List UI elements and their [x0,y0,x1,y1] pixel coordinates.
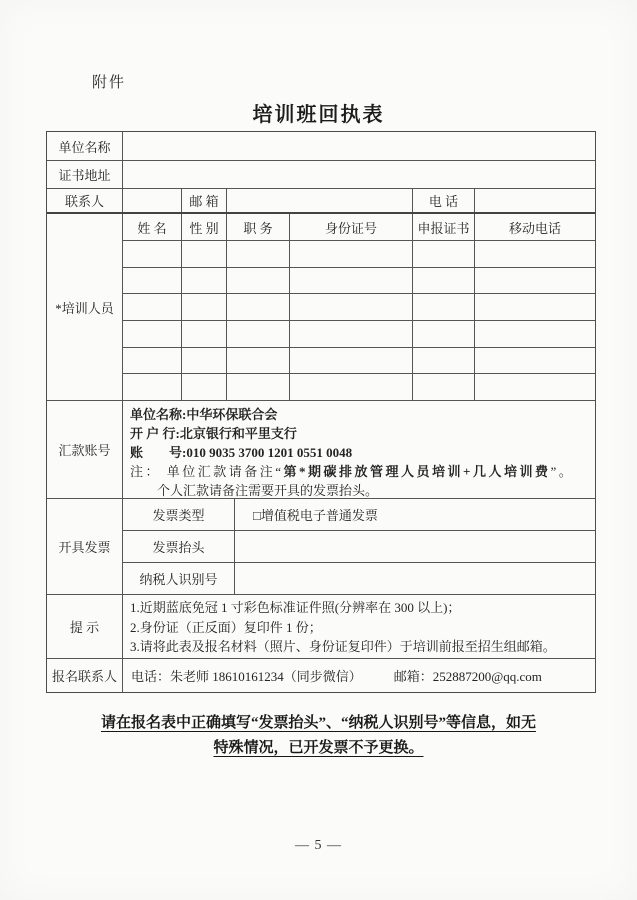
personnel-header-row [123,214,595,241]
remittance-note-prefix: 注： 单位汇款请备注“ [130,464,284,479]
personnel-id-cell [290,294,413,320]
unit-name-value-cell [123,132,595,160]
table-row-contact [47,189,595,214]
personnel-certificate-cell [413,374,475,400]
tips-content [123,595,595,658]
personnel-header-id: 身份证号 [290,214,413,240]
remittance-unit-line: 单位名称:中华环保联合会 [130,407,278,422]
personnel-position-cell [227,294,290,320]
personnel-gender-cell [182,348,227,374]
contact-value-cell [123,189,182,212]
personnel-name-cell [123,294,182,320]
invoice-title-row [123,531,595,563]
personnel-gender-cell [182,268,227,294]
taxpayer-id-label: 纳税人识别号 [123,563,235,594]
personnel-certificate-cell [413,241,475,267]
invoice-type-row [123,499,595,531]
personnel-id-cell [290,321,413,347]
remittance-content-cell [123,401,595,498]
remittance-note-bold: 第*期碳排放管理人员培训+几人培训费 [283,464,551,479]
email-value-cell [227,189,413,212]
personnel-name-cell [123,241,182,267]
invoice-warning-line1: 请在报名表中正确填写“发票抬头”、“纳税人识别号”等信息，如无 [100,715,536,731]
personnel-mobile-cell [475,268,595,294]
personnel-mobile-cell [475,241,595,267]
invoice-warning-note [0,711,637,761]
registration-contact-cell [123,659,595,692]
table-row-personnel [47,214,595,401]
remittance-note-line2: 个人汇款请备注需要开具的发票抬头。 [157,483,379,498]
invoice-subtable [123,499,595,594]
personnel-gender-cell [182,241,227,267]
personnel-name-cell [123,374,182,400]
remittance-account-line: 账 号:010 9035 3700 1201 0551 0048 [130,445,353,460]
invoice-title-label: 发票抬头 [123,531,235,562]
phone-label: 电 话 [413,189,475,212]
cert-address-label: 证书地址 [47,161,123,188]
invoice-type-label: 发票类型 [123,499,235,530]
personnel-mobile-cell [475,374,595,400]
tips-content-cell [123,595,595,658]
invoice-taxpayer-row [123,563,595,594]
contact-label: 联系人 [47,189,123,212]
vat-invoice-checkbox-option: □增值税电子普通发票 [253,508,378,523]
remittance-note-suffix: ”。 [550,464,575,479]
personnel-id-cell [290,268,413,294]
taxpayer-id-value-cell [235,563,595,594]
personnel-position-cell [227,348,290,374]
personnel-empty-row [123,348,595,375]
remittance-content [123,401,595,498]
personnel-header-position: 职 务 [227,214,290,240]
personnel-gender-cell [182,294,227,320]
table-row-remittance [47,401,595,499]
table-row-tips [47,595,595,659]
personnel-id-cell [290,348,413,374]
cert-address-value-cell [123,161,595,188]
registration-contact-phone: 电话：朱老师 18610161234（同步微信） [131,669,362,684]
personnel-header-certificate: 申报证书 [413,214,475,240]
personnel-empty-row [123,268,595,295]
personnel-name-cell [123,348,182,374]
personnel-header-mobile: 移动电话 [508,220,561,236]
table-row-cert-address [47,161,595,189]
page-number: — 5 — [295,838,342,853]
invoice-title-value-cell [235,531,595,562]
tip-item-1: 1.近期蓝底免冠 1 寸彩色标准证件照(分辨率在 300 以上)； [130,600,461,615]
reply-form-table [46,131,596,693]
invoice-type-value [235,499,595,530]
personnel-position-cell [227,268,290,294]
registration-contact-label: 报名联系人 [47,659,123,692]
invoice-label: 开具发票 [47,499,123,594]
page-title: 培训班回执表 [252,104,385,126]
personnel-mobile-cell [475,348,595,374]
personnel-position-cell [227,374,290,400]
personnel-id-cell [290,241,413,267]
personnel-position-cell [227,321,290,347]
personnel-header-gender: 性 别 [182,214,227,240]
tip-item-3: 3.请将此表及报名材料（照片、身份证复印件）于培训前报至招生组邮箱。 [130,639,556,654]
personnel-empty-row [123,321,595,348]
personnel-mobile-cell [475,321,595,347]
personnel-position-cell [227,241,290,267]
personnel-certificate-cell [413,268,475,294]
personnel-mobile-cell [475,294,595,320]
personnel-subtable [123,214,595,400]
tips-label: 提 示 [47,595,123,658]
remittance-label: 汇款账号 [47,401,123,498]
attachment-label: 附件 [92,75,127,91]
remittance-bank-line: 开 户 行:北京银行和平里支行 [130,426,297,441]
registration-contact-email: 邮箱：252887200@qq.com [393,669,542,684]
personnel-empty-row [123,241,595,268]
table-row-registration-contact [47,659,595,692]
personnel-gender-cell [182,321,227,347]
email-label: 邮 箱 [182,189,227,212]
personnel-certificate-cell [413,294,475,320]
personnel-id-cell [290,374,413,400]
table-row-unit-name [47,132,595,161]
personnel-empty-row [123,374,595,400]
unit-name-label: 单位名称 [47,132,123,160]
personnel-header-name: 姓 名 [123,214,182,240]
personnel-label: *培训人员 [47,214,123,400]
personnel-gender-cell [182,374,227,400]
personnel-name-cell [123,321,182,347]
personnel-certificate-cell [413,348,475,374]
personnel-certificate-cell [413,321,475,347]
personnel-empty-row [123,294,595,321]
tip-item-2: 2.身份证（正反面）复印件 1 份； [130,619,322,635]
table-row-invoice [47,499,595,595]
phone-value-cell [475,189,595,212]
remittance-note-line [130,462,589,481]
personnel-name-cell [123,268,182,294]
invoice-warning-line2: 特殊情况，已开发票不予更换。 [213,740,424,756]
